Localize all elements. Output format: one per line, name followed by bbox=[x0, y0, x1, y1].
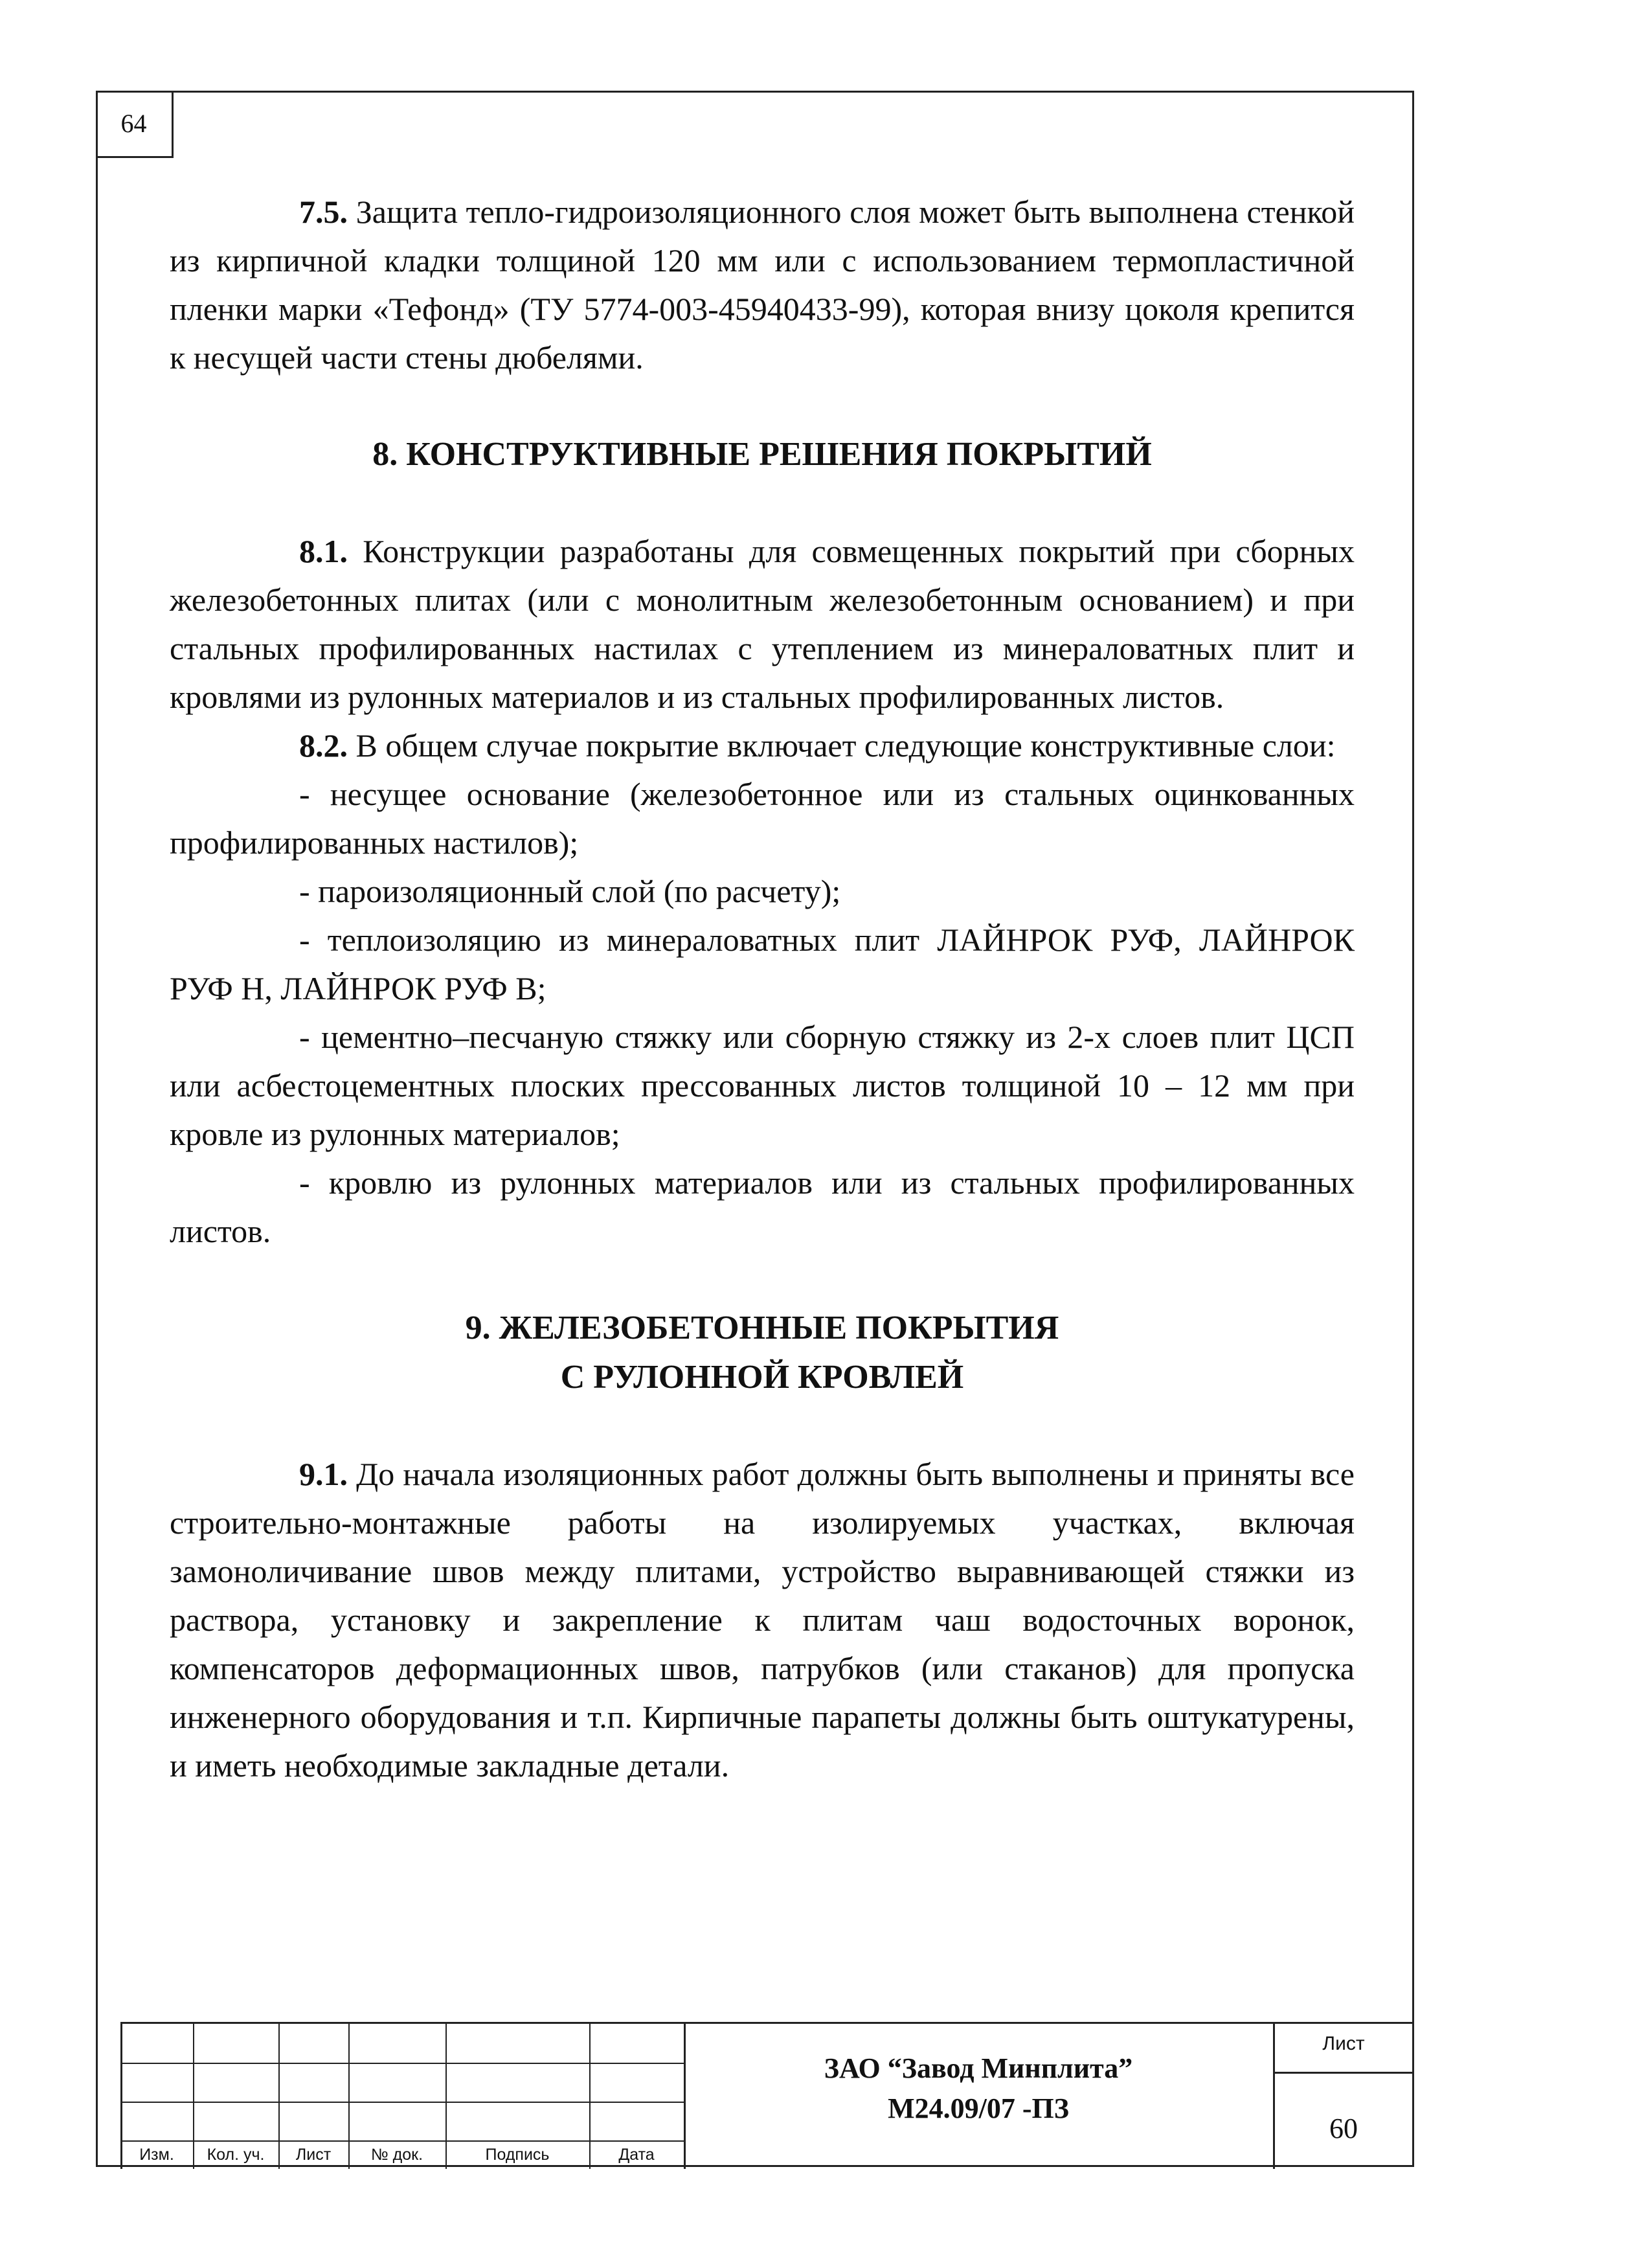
stamp-col-signature: Подпись bbox=[485, 2145, 550, 2164]
stamp-col-date: Дата bbox=[618, 2145, 655, 2164]
sheet-label: Лист bbox=[1322, 2033, 1365, 2054]
stamp-col-doc: № док. bbox=[370, 2145, 423, 2164]
page-number: 64 bbox=[96, 91, 174, 158]
clause-number: 8.1. bbox=[299, 533, 348, 569]
stamp-col-count: Кол. уч. bbox=[207, 2145, 265, 2164]
list-item: - теплоизоляцию из минераловатных плит ЛАЙНРОК РУФ, ЛАЙНРОК РУФ Н, ЛАЙНРОК РУФ В; bbox=[170, 922, 1355, 1006]
title-block bbox=[120, 2022, 1414, 2167]
stamp-col-change: Изм. bbox=[139, 2145, 174, 2164]
paragraph-7-5 bbox=[170, 188, 1355, 382]
list-item: - кровлю из рулонных материалов или из стальных профилированных листов. bbox=[170, 1164, 1355, 1249]
paragraph-text: Защита тепло-гидроизоляционного слоя может быть выполнена стенкой из кирпичной кладки толщиной 120 мм или с использованием термопластичной пленки марки «Тефонд» (ТУ 5774-003-45940433-99), которая внизу цоколя крепится к несущей части стены дюбелями. bbox=[170, 194, 1355, 376]
sheet-number: 60 bbox=[1329, 2113, 1358, 2144]
paragraph-9-1 bbox=[170, 1450, 1355, 1790]
list-item: - несущее основание (железобетонное или из стальных оцинкованных профилированных настилов); bbox=[170, 776, 1355, 861]
section-heading-8: 8. КОНСТРУКТИВНЫЕ РЕШЕНИЯ ПОКРЫТИЙ bbox=[372, 436, 1152, 473]
paragraph-text: В общем случае покрытие включает следующие конструктивные слои: bbox=[355, 727, 1336, 764]
paragraph-text: До начала изоляционных работ должны быть выполнены и приняты все строительно-монтажные работы на изолируемых участках, включая замоноличивание швов между плитами, устройство выравнивающей стяжки из раствора, установку и закрепление к плитам чаш водосточных воронок, компенсаторов деформационных швов, патрубков (или стаканов) для пропуска инженерного оборудования и т.п. Кирпичные парапеты должны быть оштукатурены, и иметь необходимые закладные детали. bbox=[170, 1456, 1355, 1784]
clause-number: 8.2. bbox=[299, 727, 348, 764]
list-item: - пароизоляционный слой (по расчету); bbox=[299, 873, 841, 909]
stamp-document-info bbox=[684, 2048, 1273, 2129]
paragraph-text: Конструкции разработаны для совмещенных покрытий при сборных железобетонных плитах (или с монолитным железобетонным основанием) и при стальных профилированных настилах с утеплением из минераловатных плит и кровлями из рулонных материалов и из стальных профилированных листов. bbox=[170, 533, 1355, 715]
document-body bbox=[170, 188, 1355, 1790]
document-code: М24.09/07 -ПЗ bbox=[888, 2092, 1069, 2124]
section-heading-9-line-2: С РУЛОННОЙ КРОВЛЕЙ bbox=[560, 1359, 964, 1396]
stamp-col-sheet: Лист bbox=[295, 2145, 332, 2164]
clause-number: 7.5. bbox=[299, 194, 348, 230]
company-name: ЗАО “Завод Минплита” bbox=[824, 2052, 1133, 2084]
paragraph-8-1 bbox=[170, 527, 1355, 721]
paragraph-8-2 bbox=[170, 721, 1355, 770]
clause-number: 9.1. bbox=[299, 1456, 348, 1492]
section-heading-9-line-1: 9. ЖЕЛЕЗОБЕТОННЫЕ ПОКРЫТИЯ bbox=[465, 1310, 1059, 1346]
list-item: - цементно–песчаную стяжку или сборную стяжку из 2-х слоев плит ЦСП или асбестоцементных плоских прессованных листов толщиной 10 – 12 мм при кровле из рулонных материалов; bbox=[170, 1019, 1355, 1152]
